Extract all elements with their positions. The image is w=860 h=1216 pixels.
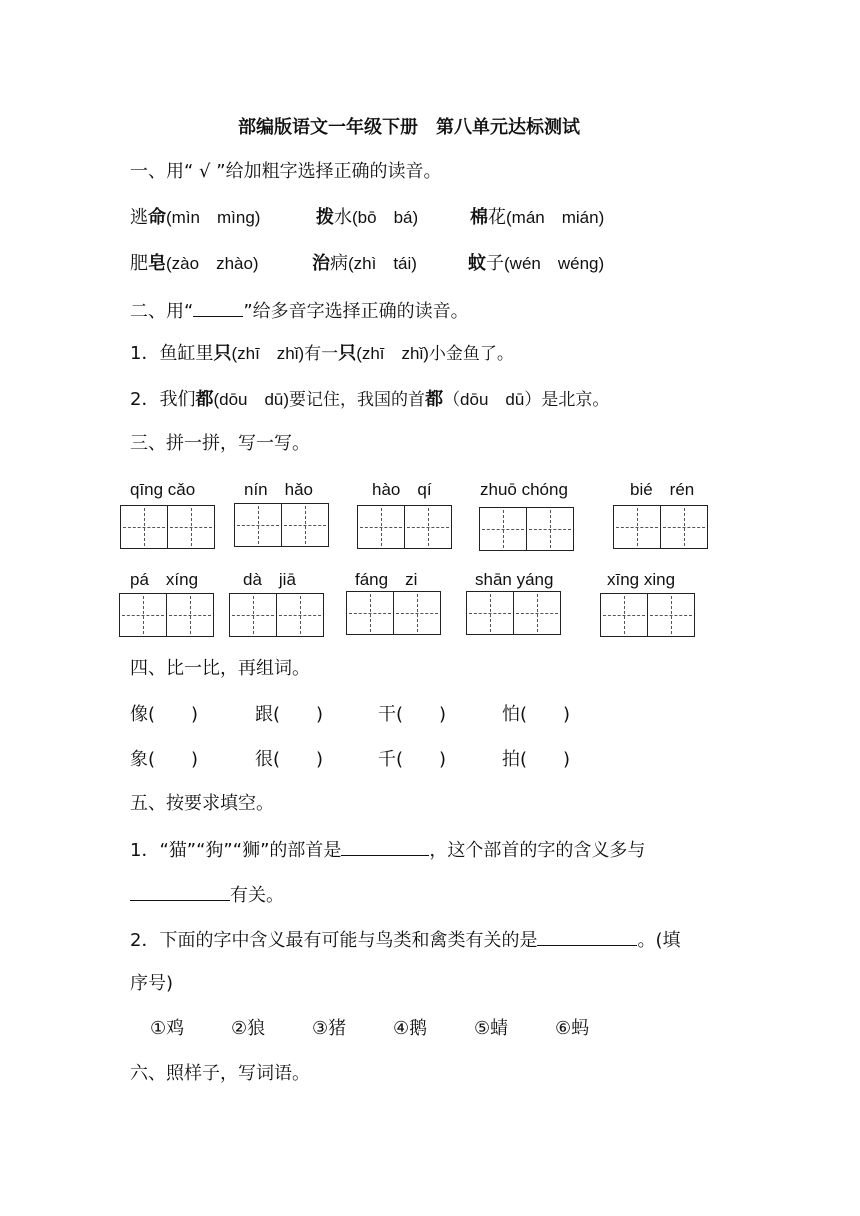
question-5-2-cont: 序号) (130, 973, 174, 994)
writing-cell[interactable] (168, 505, 215, 549)
pinyin-label: nín hǎo (244, 480, 313, 499)
writing-cell[interactable] (167, 593, 214, 637)
tianzige-box[interactable] (234, 503, 329, 547)
pinyin-choice-item: 逃命(mìn mìng) (130, 207, 261, 228)
writing-cell[interactable] (234, 503, 282, 547)
section-3-heading: 三、拼一拼，写一写。 (130, 433, 310, 454)
question-2-2: 2．我们都(dōu dū)要记住，我国的首都（dōu dū）是北京。 (130, 389, 610, 410)
compare-item: 干( ) (378, 704, 447, 725)
tianzige-box[interactable] (613, 505, 708, 549)
option-item: ③猪 (312, 1018, 347, 1039)
pinyin-label: zhuō chóng (480, 480, 568, 499)
answer-blank[interactable] (537, 927, 637, 946)
section-2-heading: 二、用“ ”给多音字选择正确的读音。 (130, 298, 469, 324)
compare-item: 怕( ) (502, 704, 571, 725)
question-5-2: 2．下面的字中含义最有可能与鸟类和禽类有关的是 。(填 (130, 927, 680, 953)
pinyin-label: xīng xing (607, 570, 676, 589)
compare-item: 跟( ) (255, 704, 324, 725)
question-2-1: 1．鱼缸里只(zhī zhǐ)有一只(zhī zhǐ)小金鱼了。 (130, 343, 514, 364)
writing-cell[interactable] (514, 591, 561, 635)
writing-cell[interactable] (600, 593, 648, 637)
option-item: ⑥蚂 (555, 1018, 590, 1039)
pinyin-label: pá xíng (130, 570, 199, 589)
tianzige-box[interactable] (357, 505, 452, 549)
pinyin-choice-item: 棉花(mán mián) (470, 207, 605, 228)
page-title: 部编版语文一年级下册 第八单元达标测试 (238, 117, 580, 138)
answer-blank[interactable] (341, 837, 429, 856)
option-item: ④鹅 (393, 1018, 428, 1039)
question-5-1-cont: 有关。 (130, 882, 284, 908)
section-5-heading: 五、按要求填空。 (130, 793, 274, 814)
pinyin-label: dà jiā (243, 570, 296, 589)
tianzige-box[interactable] (120, 505, 215, 549)
compare-item: 象( ) (130, 749, 199, 770)
pinyin-choice-item: 拨水(bō bá) (316, 207, 419, 228)
writing-cell[interactable] (394, 591, 441, 635)
tianzige-box[interactable] (346, 591, 441, 635)
pinyin-choice-item: 治病(zhì tái) (312, 253, 417, 274)
writing-cell[interactable] (120, 505, 168, 549)
question-5-1: 1．“猫”“狗”“狮”的部首是 ，这个部首的字的含义多与 (130, 837, 645, 863)
tianzige-box[interactable] (600, 593, 695, 637)
pinyin-label: hào qí (372, 480, 432, 499)
tianzige-box[interactable] (466, 591, 561, 635)
writing-cell[interactable] (648, 593, 695, 637)
writing-cell[interactable] (357, 505, 405, 549)
section-4-heading: 四、比一比，再组词。 (130, 658, 310, 679)
answer-blank (193, 298, 243, 317)
compare-item: 很( ) (255, 749, 324, 770)
compare-item: 拍( ) (502, 749, 571, 770)
section-6-heading: 六、照样子，写词语。 (130, 1063, 310, 1084)
pinyin-label: bié rén (630, 480, 695, 499)
compare-item: 千( ) (378, 749, 447, 770)
writing-cell[interactable] (613, 505, 661, 549)
writing-cell[interactable] (282, 503, 329, 547)
tianzige-box[interactable] (479, 507, 574, 551)
answer-blank[interactable] (130, 882, 230, 901)
writing-cell[interactable] (479, 507, 527, 551)
option-item: ②狼 (231, 1018, 266, 1039)
pinyin-choice-item: 蚊子(wén wéng) (468, 253, 605, 274)
section-1-heading: 一、用“ √ ”给加粗字选择正确的读音。 (130, 161, 442, 182)
pinyin-choice-item: 肥皂(zào zhào) (130, 253, 259, 274)
compare-item: 像( ) (130, 704, 199, 725)
writing-cell[interactable] (466, 591, 514, 635)
writing-cell[interactable] (277, 593, 324, 637)
tianzige-box[interactable] (119, 593, 214, 637)
writing-cell[interactable] (527, 507, 574, 551)
tianzige-box[interactable] (229, 593, 324, 637)
writing-cell[interactable] (229, 593, 277, 637)
pinyin-label: shān yáng (475, 570, 554, 589)
pinyin-label: fáng zi (355, 570, 418, 589)
option-item: ⑤蜻 (474, 1018, 509, 1039)
writing-cell[interactable] (119, 593, 167, 637)
option-item: ①鸡 (150, 1018, 185, 1039)
writing-cell[interactable] (405, 505, 452, 549)
writing-cell[interactable] (346, 591, 394, 635)
writing-cell[interactable] (661, 505, 708, 549)
pinyin-label: qīng cǎo (130, 480, 196, 499)
